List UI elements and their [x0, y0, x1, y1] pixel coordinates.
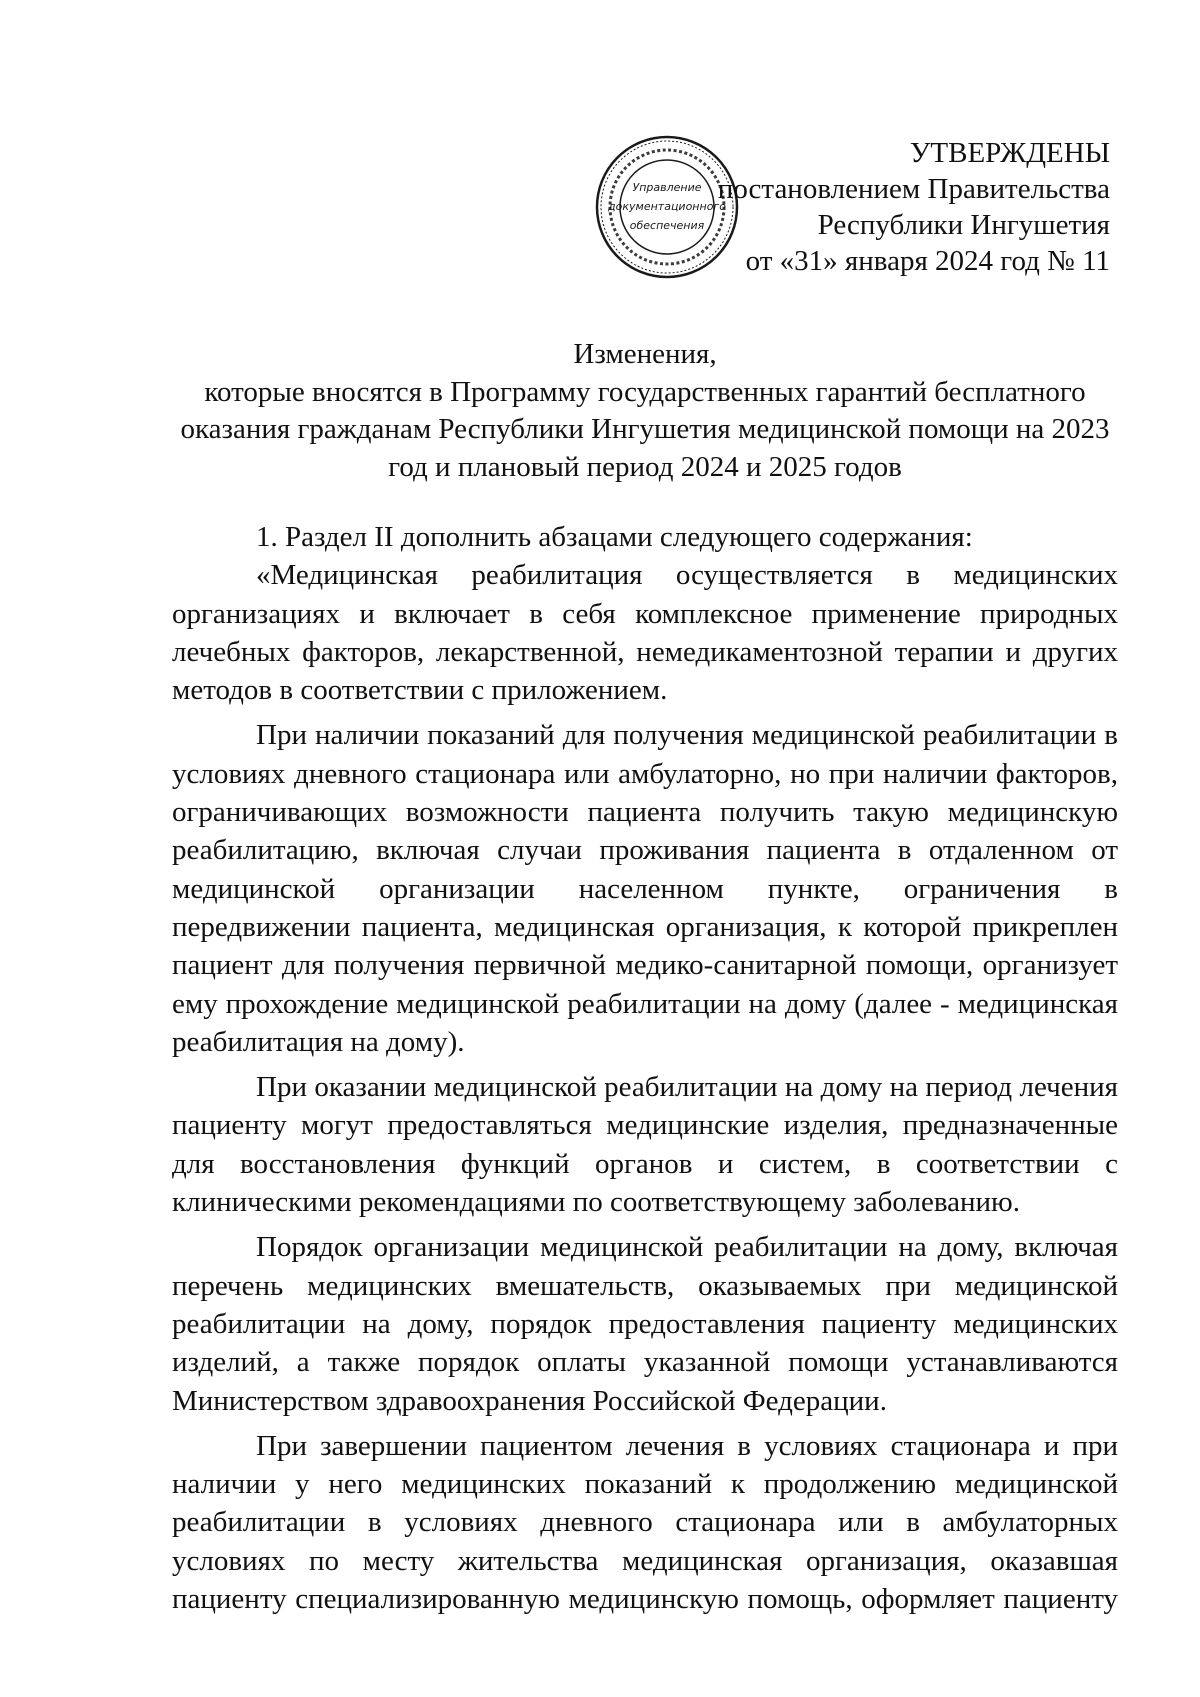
approval-resolution: постановлением Правительства	[717, 173, 1110, 205]
approval-date-number: от «31» января 2024 год № 11	[745, 245, 1110, 277]
paragraph-medical-devices: При оказании медицинской реабилитации на дому на период лечения пациенту могут предоставляться медицинские изделия, предназначенные для восстановления функций органов и систем, в соответствии с клиническими рекомендациями по соответствующему заболеванию.	[172, 1071, 1118, 1219]
approval-republic: Республики Ингушетия	[817, 209, 1110, 241]
approval-heading: УТВЕРЖДЕНЫ	[909, 137, 1110, 169]
svg-text:документационного: документационного	[608, 200, 726, 213]
document-body	[172, 518, 1118, 1618]
svg-text:обеспечения: обеспечения	[629, 219, 705, 232]
paragraph-rehabilitation-definition: «Медицинская реабилитация осуществляется в медицинских организациях и включает в себя комплексное применение природных лечебных факторов, лекарственной, немедикаментозной терапии и других методов в соответствии с приложением.	[172, 559, 1118, 707]
paragraph-section-item: 1. Раздел II дополнить абзацами следующего содержания:	[256, 521, 973, 553]
svg-text:Управление: Управление	[632, 181, 702, 194]
paragraph-procedure: Порядок организации медицинской реабилитации на дому, включая перечень медицинских вмешательств, оказываемых при медицинской реабилитации на дому, порядок предоставления пациенту медицинских изделий, а также порядок оплаты указанной помощи устанавливаются Министерством здравоохранения Российской Федерации.	[172, 1231, 1118, 1417]
title-line-3: оказания гражданам Республики Ингушетия медицинской помощи на 2023	[180, 413, 1110, 445]
approval-block	[718, 135, 1110, 279]
title-line-2: которые вносятся в Программу государственных гарантий бесплатного	[204, 375, 1086, 408]
title-line-4: год и плановый период 2024 и 2025 годов	[388, 450, 902, 483]
title-line-1: Изменения,	[573, 338, 717, 370]
paragraph-home-rehabilitation: При наличии показаний для получения медицинской реабилитации в условиях дневного стационара или амбулаторно, но при наличии факторов, ограничивающих возможности пациента получить такую медицинскую реабилитацию, включая случаи проживания пациента в отдаленном от медицинской организации населенном пункте, ограничения в передвижении пациента, медицинская организация, к которой прикреплен пациент для получения первичной медико-санитарной помощи, организует ему прохождение медицинской реабилитации на дому (далее - медицинская реабилитация на дому).	[172, 719, 1118, 1058]
document-title	[172, 336, 1118, 486]
paragraph-discharge: При завершении пациентом лечения в условиях стационара и при наличии у него медицинских показаний к продолжению медицинской реабилитации в условиях дневного стационара или в амбулаторных условиях по месту жительства медицинская организация, оказавшая пациенту специализированную медицинскую помощь, оформляет пациенту	[172, 1429, 1118, 1616]
